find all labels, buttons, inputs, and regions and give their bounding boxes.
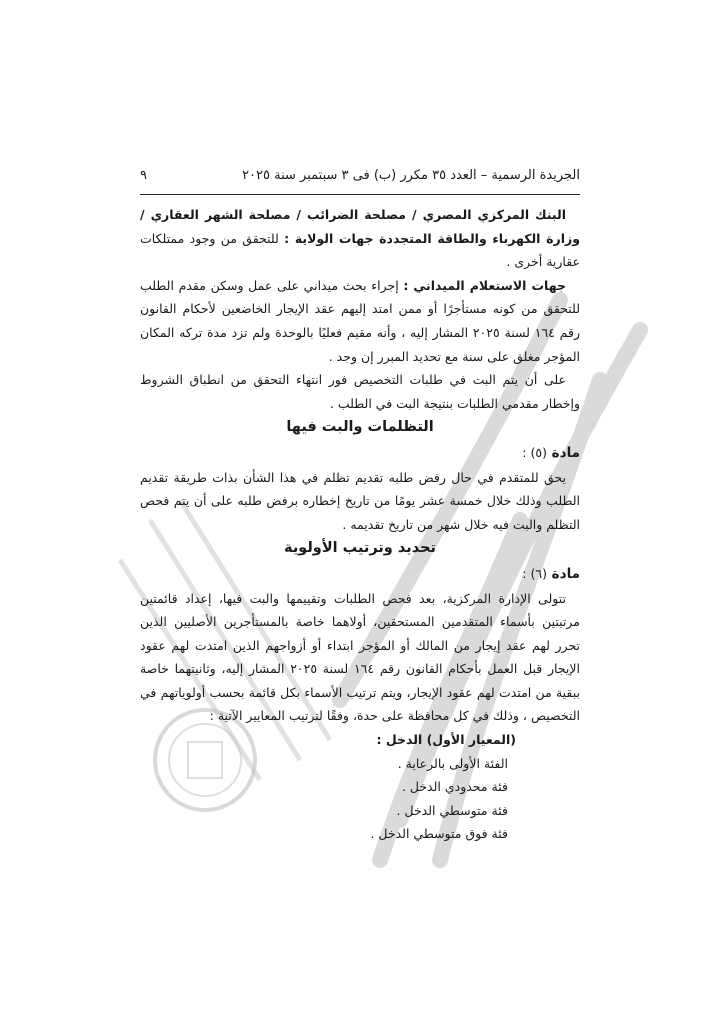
field-inquiry-text: إجراء بحث ميداني على عمل وسكن مقدم الطلب للتحقق من كونه مستأجرًا أو ممن امتد إليهم عقد الإيجار الخاضعين لأحكام القانون رقم ١٦٤ لسنة ٢٠٢٥ المشار إليه ، وأنه مقيم فعليًا بالوحدة ولم تزد مدة تركه المكان المؤجر مغلق على سنة مع تحديد المبرر إن وجد . bbox=[140, 277, 580, 364]
header-divider bbox=[140, 194, 580, 195]
article-5-heading bbox=[140, 441, 580, 466]
institutions-label: البنك المركزي المصري / مصلحة الضرائب / مصلحة الشهر العقاري / وزارة الكهرباء والطاقة المتجددة جهات الولاية : bbox=[140, 207, 580, 246]
paragraph-institutions bbox=[140, 203, 580, 274]
institutions-text: للتحقق من وجود ممتلكات عقارية أخرى . bbox=[140, 230, 580, 270]
header-title: الجريدة الرسمية – العدد ٣٥ مكرر (ب) فى ٣ سبتمبر سنة ٢٠٢٥ bbox=[242, 168, 580, 183]
article-5-text: يحق للمتقدم في حال رفض طلبه تقديم تظلم في هذا الشأن بذات طريقة تقديم الطلب وذلك خلال خمسة عشر يومًا من تاريخ إخطاره برفض طلبه على أن يتم فحص التظلم والبت فيه خلال شهر من تاريخ تقديمه . bbox=[140, 469, 580, 532]
document-body bbox=[140, 203, 580, 846]
article-6-number: (٦) : bbox=[522, 565, 547, 581]
paragraph-decision: على أن يتم البت في طلبات التخصيص فور انتهاء التحقق من انطباق الشروط وإخطار مقدمي الطلبات بنتيجة البت في الطلب . bbox=[140, 372, 580, 411]
article-6-heading bbox=[140, 562, 580, 587]
article-6-label: مادة bbox=[551, 565, 580, 582]
list-item: فئة متوسطي الدخل . bbox=[396, 802, 508, 818]
page-number: ٩ bbox=[140, 168, 147, 183]
list-item: فئة محدودي الدخل . bbox=[401, 779, 508, 795]
page-header bbox=[140, 166, 580, 186]
paragraph-field-inquiry bbox=[140, 274, 580, 368]
section-title-priority: تحديد وترتيب الأولوية bbox=[284, 540, 436, 557]
article-6-text: تتولى الإدارة المركزية، بعد فحص الطلبات وتقييمها والبت فيها، إعداد قائمتين مرتبتين بأسماء المتقدمين المستحقين، أولاهما خاصة بالمستأجرين الأصليين الذين تحرر لهم عقد إيجار من المالك أو المؤجر ابتداء أو أزواجهم الذين امتدت لهم عقود الإيجار قبل العمل بأحكام القانون رقم ١٦٤ لسنة ٢٠٢٥ المشار إليه، وثانيتهما خاصة ببقية من امتدت لهم عقود الإيجار، ويتم ترتيب الأسماء بكل قائمة بحسب أولوياتهم في التخصيص ، وذلك في كل محافظة على حدة، وفقًا لترتيب المعايير الآتية : bbox=[140, 590, 580, 724]
section-title-grievances: التظلمات والبت فيها bbox=[286, 419, 434, 436]
list-item: فئة فوق متوسطي الدخل . bbox=[370, 826, 508, 842]
article-5-number: (٥) : bbox=[522, 444, 547, 460]
list-item: الفئة الأولى بالرعاية . bbox=[397, 755, 508, 771]
field-inquiry-label: جهات الاستعلام الميداني : bbox=[403, 277, 566, 293]
criterion-1-title: (المعيار الأول) الدخل : bbox=[376, 732, 516, 748]
article-5-label: مادة bbox=[551, 444, 580, 461]
